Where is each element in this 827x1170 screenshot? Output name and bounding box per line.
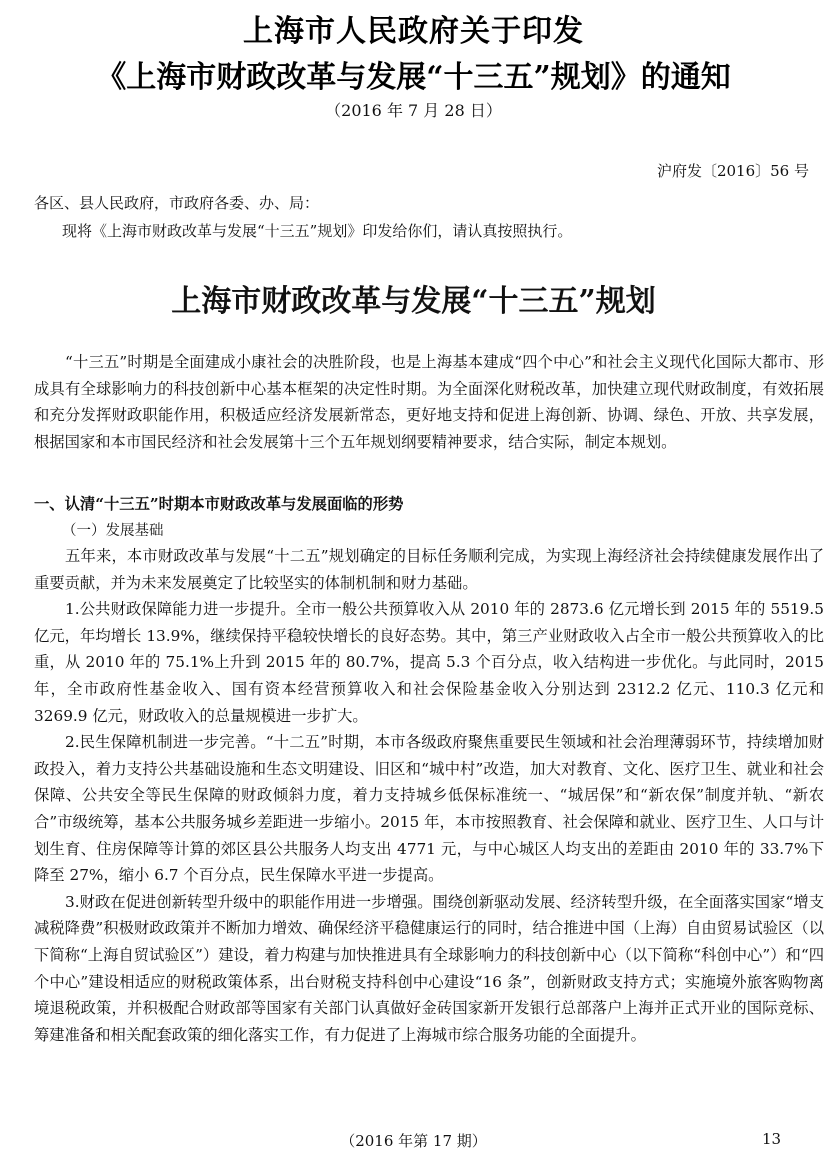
issue-date: （2016 年 7 月 28 日） — [325, 101, 502, 120]
addressees: 各区、县人民政府，市政府各委、办、局： — [34, 194, 320, 212]
body-paragraph: 1.公共财政保障能力进一步提升。全市一般公共预算收入从 2010 年的 2873.6 亿元增长到 2015 年的 5519.5 亿元，年均增长 13.9%，继续保持平稳较快增长的良好态势。其中，第三产业财政收入占全市一般公共预算收入的比重，从 2010 年的 75.1%上升到 2015 年的 80.7%，提高 5.3 个百分点，收入结构进一步优化。与此同时，2015 年，全市政府性基金收入、国有资本经营预算收入和社会保险基金收入分别达到 2312.2 亿元、110.3 亿元和 3269.9 亿元，财政收入的总量规模进一步扩大。 — [34, 600, 824, 725]
intro-paragraph: “十三五”时期是全面建成小康社会的决胜阶段，也是上海基本建成“四个中心”和社会主义现代化国际大都市、形成具有全球影响力的科技创新中心基本框架的决定性时期。为全面深化财税改革，加快建立现代财政制度，有效拓展和充分发挥财政职能作用，积极适应经济发展新常态，更好地支持和促进上海创新、协调、绿色、开放、共享发展，根据国家和本市国民经济和社会发展第十三个五年规划纲要精神要求，结合实际，制定本规划。 — [34, 353, 824, 451]
body-paragraph: 2.民生保障机制进一步完善。“十二五”时期，本市各级政府聚焦重要民生领域和社会治理薄弱环节，持续增加财政投入，着力支持公共基础设施和生态文明建设、旧区和“城中村”改造，加大对教育、文化、医疗卫生、就业和社会保障、公共安全等民生保障的财政倾斜力度，着力支持城乡低保标准统一、“城居保”和“新农保”制度并轨、“新农合”市级统筹，基本公共服务城乡差距进一步缩小。2015 年，本市按照教育、社会保障和就业、医疗卫生、人口与计划生育、住房保障等计算的郊区县公共服务人均支出 4771 元，与中心城区人均支出的差距由 2010 年的 33.7%下降至 27%，缩小 6.7 个百分点，民生保障水平进一步提高。 — [34, 733, 824, 885]
subsection-heading: （一）发展基础 — [62, 523, 164, 539]
page-number: 13 — [762, 1130, 782, 1148]
notice-text: 现将《上海市财政改革与发展“十三五”规划》印发给你们，请认真按照执行。 — [62, 222, 573, 240]
intro-section — [34, 349, 824, 455]
notice-title-line1: 上海市人民政府关于印发 — [243, 14, 584, 49]
issue-footer: （2016 年第 17 期） — [340, 1132, 487, 1150]
body-paragraph: 3.财政在促进创新转型升级中的职能作用进一步增强。围绕创新驱动发展、经济转型升级，在全面落实国家“增支减税降费”积极财政政策并不断加力增效、确保经济平稳健康运行的同时，结合推进中国（上海）自由贸易试验区（以下简称“上海自贸试验区”）建设，着力构建与加快推进具有全球影响力的科技创新中心（以下简称“科创中心”）和“四个中心”建设相适应的财税政策体系，出台财税支持科创中心建设“16 条”，创新财政支持方式；实施境外旅客购物离境退税政策，并积极配合财政部等国家有关部门认真做好金砖国家新开发银行总部落户上海并正式开业的国际竞标、筹建准备和相关配套政策的细化落实工作，有力促进了上海城市综合服务功能的全面提升。 — [34, 892, 824, 1044]
body-paragraph: 五年来，本市财政改革与发展“十二五”规划确定的目标任务顺利完成，为实现上海经济社会持续健康发展作出了重要贡献，并为未来发展奠定了比较坚实的体制机制和财力基础。 — [34, 547, 824, 592]
notice-title-line2: 《上海市财政改革与发展“十三五”规划》的通知 — [96, 60, 731, 95]
plan-title: 上海市财政改革与发展“十三五”规划 — [171, 284, 656, 319]
document-number: 沪府发〔2016〕56 号 — [656, 162, 809, 180]
section-heading: 一、认清“十三五”时期本市财政改革与发展面临的形势 — [34, 495, 404, 513]
body-section — [34, 543, 824, 1048]
